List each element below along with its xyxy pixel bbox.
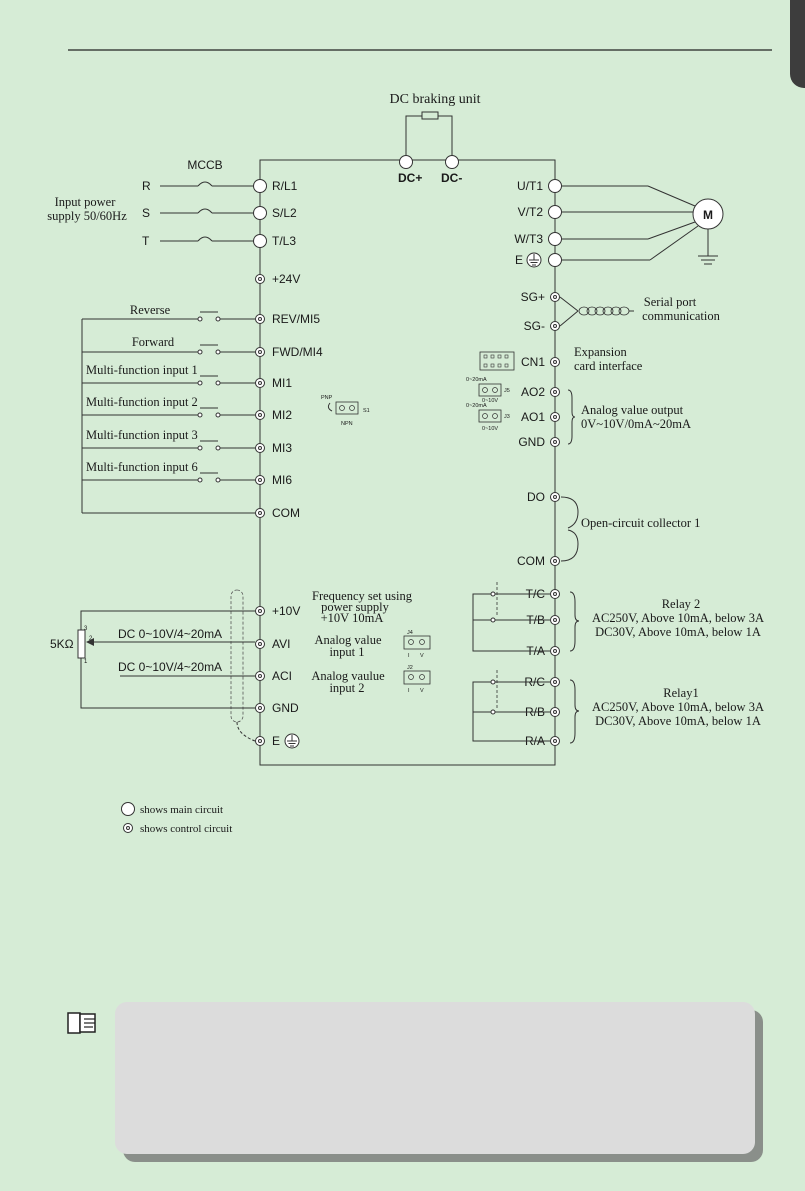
control-inputs xyxy=(82,303,323,520)
svg-text:V/T2: V/T2 xyxy=(517,205,543,219)
input-power-label-1: Input power xyxy=(54,195,116,209)
svg-text:NPN: NPN xyxy=(341,421,353,427)
svg-text:DC30V, Above 10mA, below 1A: DC30V, Above 10mA, below 1A xyxy=(595,714,761,728)
svg-text:Multi-function input 2: Multi-function input 2 xyxy=(86,395,198,409)
aci-signal-label: DC 0~10V/4~20mA xyxy=(118,660,223,674)
phase-s-line xyxy=(142,206,254,220)
svg-text:J2: J2 xyxy=(407,665,413,671)
expansion-card-interface xyxy=(480,345,643,373)
svg-text:REV/MI5: REV/MI5 xyxy=(272,312,321,326)
svg-text:Multi-function input 3: Multi-function input 3 xyxy=(86,428,198,442)
pnp-npn-switch xyxy=(321,395,370,427)
svg-text:0~10V: 0~10V xyxy=(482,426,499,432)
svg-text:Serial port: Serial port xyxy=(643,295,697,309)
svg-text:shows control circuit: shows control circuit xyxy=(140,823,233,835)
relay-1 xyxy=(473,670,764,748)
svg-text:Open-circuit collector 1: Open-circuit collector 1 xyxy=(581,516,701,530)
svg-text:T: T xyxy=(142,234,150,248)
svg-text:R/C: R/C xyxy=(524,675,545,689)
svg-text:DC-: DC- xyxy=(441,171,463,185)
svg-text:1: 1 xyxy=(84,659,88,665)
svg-text:AO2: AO2 xyxy=(520,385,545,399)
svg-text:communication: communication xyxy=(642,309,720,323)
svg-text:J5: J5 xyxy=(504,388,510,394)
svg-text:DC30V, Above 10mA, below 1A: DC30V, Above 10mA, below 1A xyxy=(595,625,761,639)
note-hand-icon xyxy=(68,1013,95,1033)
svg-text:DC+: DC+ xyxy=(398,171,423,185)
terminal-w-t3 xyxy=(514,232,561,246)
svg-text:I: I xyxy=(408,653,410,659)
svg-text:MI3: MI3 xyxy=(272,441,293,455)
avi-signal-label: DC 0~10V/4~20mA xyxy=(118,627,223,641)
svg-text:Expansion: Expansion xyxy=(574,345,627,359)
svg-text:Forward: Forward xyxy=(131,335,175,349)
svg-text:MI6: MI6 xyxy=(272,473,293,487)
svg-text:0V~10V/0mA~20mA: 0V~10V/0mA~20mA xyxy=(581,417,692,431)
svg-text:PNP: PNP xyxy=(321,395,333,401)
svg-text:R/A: R/A xyxy=(524,734,545,748)
svg-text:W/T3: W/T3 xyxy=(514,232,543,246)
svg-text:+10V 10mA: +10V 10mA xyxy=(320,611,384,625)
relay-2 xyxy=(473,582,764,658)
svg-text:MI1: MI1 xyxy=(272,376,293,390)
svg-text:S/L2: S/L2 xyxy=(272,206,297,220)
svg-text:Analog value: Analog value xyxy=(314,633,382,647)
svg-text:+10V: +10V xyxy=(272,604,301,618)
svg-text:R: R xyxy=(142,179,151,193)
motor xyxy=(562,186,723,264)
terminal-u-t1 xyxy=(517,179,562,193)
svg-text:CN1: CN1 xyxy=(520,355,545,369)
svg-text:DO: DO xyxy=(527,490,545,504)
drive-enclosure xyxy=(260,160,555,765)
analog-outputs xyxy=(518,385,691,449)
analog-inputs xyxy=(50,589,430,748)
svg-text:FWD/MI4: FWD/MI4 xyxy=(272,345,323,359)
jumper-j5 xyxy=(466,377,510,404)
phase-t-line xyxy=(142,234,254,248)
svg-text:Multi-function input 6: Multi-function input 6 xyxy=(86,460,198,474)
svg-text:ACI: ACI xyxy=(272,669,293,683)
svg-text:+24V: +24V xyxy=(272,272,301,286)
svg-text:COM: COM xyxy=(272,506,300,520)
svg-text:M: M xyxy=(703,208,713,222)
dc-braking-title: DC braking unit xyxy=(389,92,481,107)
svg-text:J3: J3 xyxy=(504,414,510,420)
legend xyxy=(122,803,233,836)
svg-text:0~20mA: 0~20mA xyxy=(466,377,487,383)
svg-text:T/C: T/C xyxy=(525,587,545,601)
svg-text:SG+: SG+ xyxy=(520,290,545,304)
svg-text:shows main circuit: shows main circuit xyxy=(140,804,224,816)
note-box xyxy=(115,1002,755,1154)
input-power-label-2: supply 50/60Hz xyxy=(47,209,127,223)
svg-text:input 2: input 2 xyxy=(329,681,365,695)
svg-text:card interface: card interface xyxy=(574,359,643,373)
pot-label: 5KΩ xyxy=(50,637,74,651)
svg-text:R/L1: R/L1 xyxy=(272,179,298,193)
mccb-label: MCCB xyxy=(187,158,223,172)
input-mi1 xyxy=(82,363,292,390)
svg-text:AVI: AVI xyxy=(272,637,291,651)
svg-text:V: V xyxy=(420,688,424,694)
svg-text:Relay 2: Relay 2 xyxy=(661,597,701,611)
svg-text:E: E xyxy=(515,253,524,267)
svg-text:0~20mA: 0~20mA xyxy=(466,403,487,409)
svg-text:Analog value output: Analog value output xyxy=(581,403,684,417)
svg-text:AC250V, Above 10mA, below 3A: AC250V, Above 10mA, below 3A xyxy=(592,611,764,625)
input-forward xyxy=(82,335,323,359)
svg-text:U/T1: U/T1 xyxy=(516,179,543,193)
serial-port xyxy=(521,290,721,333)
input-mi3 xyxy=(82,428,292,455)
svg-text:S1: S1 xyxy=(363,408,370,414)
svg-text:T/A: T/A xyxy=(526,644,545,658)
svg-text:power supply: power supply xyxy=(321,600,389,614)
svg-text:0~10V: 0~10V xyxy=(482,398,499,404)
digital-output xyxy=(517,490,700,568)
svg-text:T/L3: T/L3 xyxy=(272,234,297,248)
input-mi6 xyxy=(82,460,292,487)
svg-text:AC250V, Above 10mA, below 3A: AC250V, Above 10mA, below 3A xyxy=(592,700,764,714)
svg-text:R/B: R/B xyxy=(524,705,545,719)
svg-text:COM: COM xyxy=(517,554,545,568)
jumper-j4 xyxy=(404,630,430,659)
svg-text:SG-: SG- xyxy=(523,319,545,333)
svg-text:Analog vaulue: Analog vaulue xyxy=(311,669,385,683)
svg-text:2: 2 xyxy=(89,636,93,642)
svg-text:GND: GND xyxy=(518,435,545,449)
input-mi2 xyxy=(82,395,292,422)
terminal-plus24v xyxy=(256,272,301,286)
phase-r-line xyxy=(142,179,254,193)
svg-text:T/B: T/B xyxy=(526,613,545,627)
terminal-t-l3 xyxy=(254,234,297,248)
svg-text:Reverse: Reverse xyxy=(129,303,171,317)
svg-text:S: S xyxy=(142,206,151,220)
terminal-e-ground xyxy=(515,253,562,267)
terminal-v-t2 xyxy=(518,205,562,219)
svg-text:AO1: AO1 xyxy=(520,410,545,424)
svg-text:I: I xyxy=(408,688,410,694)
svg-text:input 1: input 1 xyxy=(329,645,365,659)
svg-text:3: 3 xyxy=(84,626,88,632)
jumper-j3 xyxy=(466,403,510,432)
svg-text:MI2: MI2 xyxy=(272,408,293,422)
terminal-s-l2 xyxy=(254,206,298,220)
terminal-r-l1 xyxy=(254,179,298,193)
svg-text:J4: J4 xyxy=(407,630,413,636)
svg-text:GND: GND xyxy=(272,701,299,715)
svg-text:V: V xyxy=(420,653,424,659)
svg-text:Multi-function input 1: Multi-function input 1 xyxy=(86,363,198,377)
terminal-com-left xyxy=(256,506,301,520)
svg-text:Frequency set using: Frequency set using xyxy=(312,589,412,603)
jumper-j2 xyxy=(404,665,430,694)
dc-braking-wiring xyxy=(406,112,452,160)
svg-text:E: E xyxy=(272,734,281,748)
svg-text:Relay1: Relay1 xyxy=(663,686,699,700)
input-reverse xyxy=(82,303,320,326)
